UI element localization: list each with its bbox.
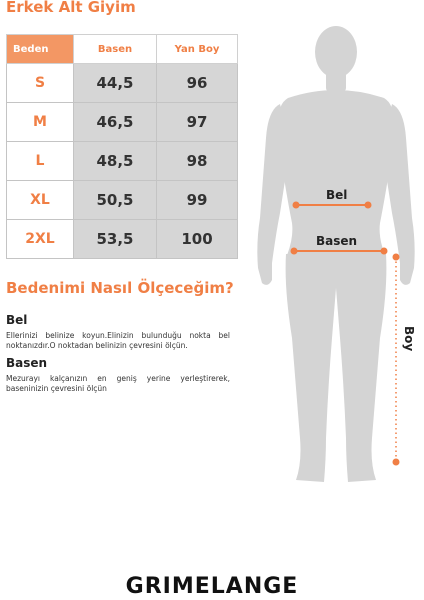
table-row [7, 142, 238, 181]
boy-bottom-dot [393, 459, 400, 466]
yan-boy-cell: 98 [157, 142, 238, 181]
boy-label: Boy [402, 326, 416, 352]
basen-label: Basen [316, 234, 358, 248]
header-beden: Beden [7, 35, 74, 64]
yan-boy-cell: 99 [157, 181, 238, 220]
brand-logo: GRIMELANGE [125, 574, 299, 599]
body-silhouette [257, 26, 414, 482]
size-cell: 2XL [7, 220, 74, 259]
yan-boy-cell: 97 [157, 103, 238, 142]
size-table [6, 34, 238, 259]
basen-cell: 50,5 [74, 181, 157, 220]
table-row [7, 103, 238, 142]
header-basen: Basen [74, 35, 157, 64]
table-row [7, 64, 238, 103]
boy-top-dot [393, 254, 400, 261]
bel-label: Bel [326, 188, 348, 202]
yan-boy-cell: 100 [157, 220, 238, 259]
basen-cell: 44,5 [74, 64, 157, 103]
header-yan-boy: Yan Boy [157, 35, 238, 64]
bel-text: Ellerinizi belinize koyun.Elinizin bulunduğu nokta bel noktanızdır.O noktadan belinizin çevresini ölçün. [6, 331, 230, 350]
howto-heading: Bedenimi Nasıl Ölçeceğim? [6, 279, 234, 297]
size-cell: M [7, 103, 74, 142]
size-cell: S [7, 64, 74, 103]
page-title: Erkek Alt Giyim [6, 0, 136, 16]
basen-cell: 53,5 [74, 220, 157, 259]
basen-left-dot [291, 248, 298, 255]
table-row [7, 220, 238, 259]
basen-cell: 46,5 [74, 103, 157, 142]
table-row [7, 181, 238, 220]
table-header-row [7, 35, 238, 64]
body-figure [248, 18, 424, 498]
size-cell: L [7, 142, 74, 181]
yan-boy-cell: 96 [157, 64, 238, 103]
bel-left-dot [293, 202, 300, 209]
basen-title: Basen [6, 356, 48, 370]
basen-right-dot [381, 248, 388, 255]
bel-title: Bel [6, 313, 28, 327]
bel-right-dot [365, 202, 372, 209]
basen-cell: 48,5 [74, 142, 157, 181]
basen-text: Mezurayı kalçanızın en geniş yerine yerleştirerek, baseninizin çevresini ölçün [6, 374, 230, 393]
size-cell: XL [7, 181, 74, 220]
